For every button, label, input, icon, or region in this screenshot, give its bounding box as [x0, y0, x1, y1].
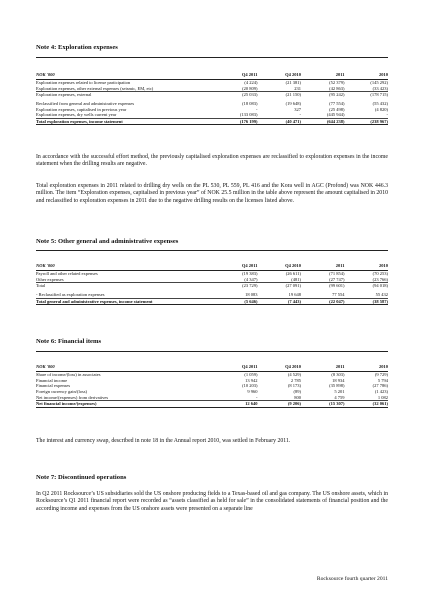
cell-value: (33 423) [372, 85, 388, 91]
col-q4-2011: Q4 2011 [241, 263, 258, 268]
cell-value: (89) [293, 388, 301, 394]
cell-value: (77 554) [329, 100, 345, 106]
cell-value: (8 303) [331, 372, 345, 378]
row-label: Exploration expenses, dry wells current year [36, 112, 117, 118]
cell-value: (22 047) [301, 298, 345, 305]
col-label: NOK '000 [36, 72, 55, 77]
col-2010: 2010 [379, 72, 388, 77]
note5-top-rule [36, 250, 388, 251]
cell-value: (40 471) [258, 118, 302, 125]
cell-value: (25 498) [329, 106, 345, 112]
cell-value: (1 059) [244, 372, 258, 378]
cell-value: 77 554 [332, 291, 345, 297]
table-header [36, 364, 388, 372]
cell-value: - [256, 106, 258, 112]
cell-value: - [386, 112, 388, 118]
row-label: Net income/(expenses) from derivatives [36, 394, 109, 400]
row-label: Total [36, 283, 214, 289]
row-label: - Reclassified as exploration expenses [36, 291, 105, 297]
cell-value: - [256, 394, 258, 400]
cell-value: (9 729) [374, 372, 388, 378]
note6-top-rule [36, 351, 388, 352]
cell-value: 18 083 [245, 291, 258, 297]
col-label: NOK '000 [36, 364, 55, 369]
cell-value: 9 960 [247, 388, 258, 394]
note4-table [36, 72, 388, 125]
table-total-row [36, 298, 388, 305]
cell-value: (481) [291, 276, 301, 282]
col-q4-2011: Q4 2011 [241, 364, 258, 369]
note4-title: Note 4: Exploration expenses [36, 44, 118, 51]
note4-paragraph-1: In accordance with the successful effort method, the previously capitalised exploration expenses are reclassified to exploration expenses in the income statement when the drilling results are negative. [36, 154, 388, 168]
cell-value: (176 199) [214, 118, 258, 125]
cell-value: (21 150) [258, 92, 302, 98]
cell-value: 18 934 [332, 377, 345, 383]
cell-value: (5 646) [214, 298, 258, 305]
cell-value: (20 809) [242, 85, 258, 91]
cell-value: 327 [294, 106, 301, 112]
note7-title: Note 7: Discontinued operations [36, 474, 127, 481]
cell-value: (10 203) [242, 383, 258, 389]
row-label: Exploration expenses, external [36, 92, 214, 98]
row-label: Financial income [36, 377, 68, 383]
cell-value: (21 381) [285, 80, 301, 86]
row-label: Total general and administrative expenses, income statement [36, 298, 214, 305]
cell-value: (55 432) [372, 100, 388, 106]
cell-value: 231 [294, 85, 301, 91]
cell-value: (99 601) [301, 283, 345, 289]
col-q4-2011: Q4 2011 [241, 72, 258, 77]
cell-value: 12 640 [214, 401, 258, 408]
cell-value: (133 083) [239, 112, 258, 118]
col-2010: 2010 [379, 364, 388, 369]
cell-value: (23 729) [214, 283, 258, 289]
cell-value: 13 942 [245, 377, 258, 383]
row-label: Exploration expenses, other external expenses (seismic, EM, etc) [36, 85, 154, 91]
cell-value: (1 423) [374, 388, 388, 394]
cell-value: (42 863) [329, 85, 345, 91]
col-q4-2010: Q4 2010 [285, 72, 301, 77]
row-label: Exploration expenses related to license participation [36, 80, 131, 86]
cell-value: - [299, 112, 301, 118]
cell-value: (4 820) [374, 106, 388, 112]
note6-paragraph: The interest and currency swap, described in note 18 in the Annual report 2010, was settled in February 2011. [36, 438, 291, 444]
cell-value: (70 253) [372, 271, 388, 277]
row-label: Total exploration expenses, income statement [36, 118, 214, 125]
note5-title: Note 5: Other general and administrative expenses [36, 238, 179, 245]
cell-value: (178 715) [345, 92, 389, 98]
cell-value: 800 [294, 394, 301, 400]
cell-value: (9 206) [258, 401, 302, 408]
cell-value: (35 898) [329, 383, 345, 389]
cell-value: (145 292) [370, 80, 388, 86]
cell-value: (19 648) [285, 100, 301, 106]
col-2011: 2011 [335, 72, 345, 77]
table-header [36, 263, 388, 271]
cell-value: (7 443) [258, 298, 302, 305]
cell-value: (238 967) [345, 118, 389, 125]
cell-value: (32 061) [345, 401, 389, 408]
cell-value: 5 201 [334, 388, 345, 394]
cell-value: (445 944) [326, 112, 345, 118]
cell-value: (25 033) [214, 92, 258, 98]
cell-value: (644 238) [301, 118, 345, 125]
table-total-row [36, 401, 388, 408]
cell-value: 2 785 [290, 377, 301, 383]
note6-title: Note 6: Financial items [36, 338, 102, 345]
col-q4-2010: Q4 2010 [285, 364, 301, 369]
row-label: Net financial income/(expenses) [36, 401, 214, 408]
note5-table [36, 263, 388, 305]
note6-table [36, 364, 388, 408]
cell-value: 1 082 [377, 394, 388, 400]
cell-value: (27 747) [329, 276, 345, 282]
cell-value: (26 611) [285, 271, 301, 277]
cell-value: (4 224) [244, 80, 258, 86]
cell-value: (15 307) [301, 401, 345, 408]
note4-paragraph-2: Total exploration expenses in 2011 related to drilling dry wells on the PL 530, PL 559, PL 416 and the Kora well in AGC (Profond) was NOK 446.3 million. The item “Exploration expenses, capitalised in previous year” of NOK 25.5 million in the table above represent the amount capitalised in 2010 and reclassified to exploration expenses in 2011 due to the negative drilling results on the licenses listed above. [36, 183, 388, 204]
cell-value: (4 347) [244, 276, 258, 282]
cell-value: (95 242) [301, 92, 345, 98]
table-total-row [36, 118, 388, 125]
cell-value: 5 794 [377, 377, 388, 383]
note7-paragraph: In Q2 2011 Rocksource’s US subsidiaries sold the US onshore producing fields to a Texas-based oil and gas company. The US onshore assets, which in Rocksource’s Q1 2011 financial report were recorded as “assets classified as held for sale” in the consolidated statements of financial position and the according income and expenses from the US onshore assets were presented on a separate line [36, 491, 388, 512]
note4-top-rule [36, 57, 388, 58]
cell-value: (8 173) [287, 383, 301, 389]
cell-value: (27 786) [372, 383, 388, 389]
cell-value: 4 759 [334, 394, 345, 400]
cell-value: (52 379) [329, 80, 345, 86]
cell-value: (94 018) [345, 283, 389, 289]
row-label: Financial expenses [36, 383, 71, 389]
cell-value: (19 383) [242, 271, 258, 277]
table-header [36, 72, 388, 80]
cell-value: (27 091) [258, 283, 302, 289]
col-2011: 2011 [335, 364, 345, 369]
col-label: NOK '000 [36, 263, 55, 268]
row-label: Reclassified from general and administrative expenses [36, 100, 135, 106]
col-q4-2010: Q4 2010 [285, 263, 301, 268]
col-2011: 2011 [335, 263, 345, 268]
row-label: Share of income/(loss) in associates [36, 372, 101, 378]
cell-value: (4 529) [287, 372, 301, 378]
page-footer: Rocksource fourth quarter 2011 [316, 576, 388, 582]
cell-value: (38 587) [345, 298, 389, 305]
row-label: Exploration expenses, capitalised in previous year [36, 106, 127, 112]
cell-value: (18 083) [242, 100, 258, 106]
row-label: Foreign currency gain/(loss) [36, 388, 87, 394]
cell-value: (23 766) [372, 276, 388, 282]
row-label: Other expenses [36, 276, 64, 282]
cell-value: 55 432 [375, 291, 388, 297]
cell-value: (71 854) [329, 271, 345, 277]
cell-value: 19 648 [288, 291, 301, 297]
col-2010: 2010 [379, 263, 388, 268]
row-label: Payroll and other related expenses [36, 271, 98, 277]
